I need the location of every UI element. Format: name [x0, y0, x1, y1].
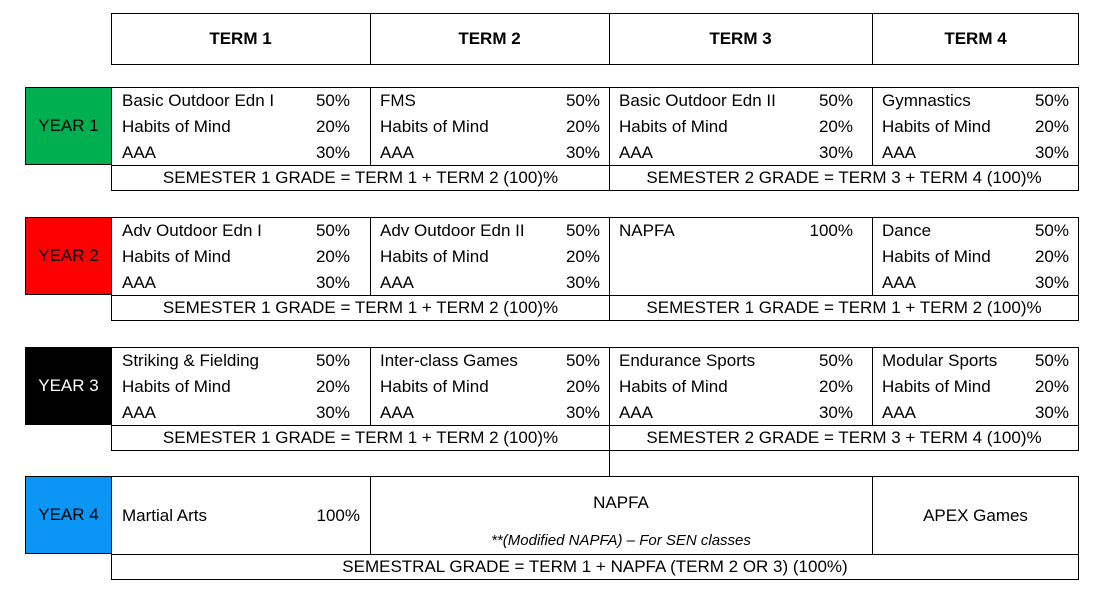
year-1-term-4-percent: 50%	[1034, 91, 1069, 110]
year-2-semester-2-grade: SEMESTER 1 GRADE = TERM 1 + TERM 2 (100)%	[609, 295, 1079, 321]
year-1-term-1-subject: AAA	[122, 143, 157, 162]
year-1-term-1-percent: 30%	[315, 143, 350, 162]
year-3-term-3-subject: AAA	[619, 403, 654, 422]
year-3-term-4-subject: Habits of Mind	[882, 377, 991, 396]
year-2-term-4-percent: 50%	[1034, 221, 1069, 240]
year-2-term-1-subject: Habits of Mind	[122, 247, 231, 266]
year-2-term-3-subject: NAPFA	[619, 221, 675, 240]
year-3-col-divider	[609, 347, 610, 426]
year-3-term-3-percent: 50%	[818, 351, 853, 370]
year-3-col-divider	[872, 347, 873, 426]
year-1-col-divider	[872, 87, 873, 166]
year-3-term-3-subject: Endurance Sports	[619, 351, 756, 370]
year-2-term-2-percent: 50%	[565, 221, 600, 240]
year-1-term-4-percent: 30%	[1034, 143, 1069, 162]
year-2-term-2-subject: Habits of Mind	[380, 247, 489, 266]
year-2-term-1-percent: 50%	[315, 221, 350, 240]
year-3-term-1-percent: 50%	[315, 351, 350, 370]
year-3-term-4-percent: 20%	[1034, 377, 1069, 396]
year-4-napfa: NAPFA	[593, 493, 649, 512]
year-4-semestral-grade: SEMESTRAL GRADE = TERM 1 + NAPFA (TERM 2 OR 3) (100%)	[111, 554, 1079, 580]
year-3-term-2-subject: Inter-class Games	[380, 351, 518, 370]
year-1-term-3-percent: 20%	[818, 117, 853, 136]
year-2-term-2-subject: Adv Outdoor Edn II	[380, 221, 525, 240]
year-3-term-4-percent: 50%	[1034, 351, 1069, 370]
term-2-header: TERM 2	[458, 29, 521, 48]
year-4-label: YEAR 4	[25, 476, 112, 554]
year-1-term-4-subject: AAA	[882, 143, 917, 162]
year-1-col-divider	[609, 87, 610, 166]
year-1-term-3-subject: Habits of Mind	[619, 117, 728, 136]
year-3-term-1-subject: AAA	[122, 403, 157, 422]
year-4-term-1-percent: 100%	[316, 506, 360, 525]
year-3-semester-2-grade: SEMESTER 2 GRADE = TERM 3 + TERM 4 (100)%	[609, 425, 1079, 451]
year-1-term-4-percent: 20%	[1034, 117, 1069, 136]
year-1-semester-2-grade: SEMESTER 2 GRADE = TERM 3 + TERM 4 (100)%	[609, 165, 1079, 191]
year-3-semester-1-grade: SEMESTER 1 GRADE = TERM 1 + TERM 2 (100)%	[111, 425, 610, 451]
year-2-col-divider	[609, 217, 610, 296]
year-4-term-4: APEX Games	[923, 505, 1028, 525]
year-2-term-1-percent: 20%	[315, 247, 350, 266]
year-4-term-1-subject: Martial Arts	[122, 506, 208, 525]
year-3-term-3-percent: 20%	[818, 377, 853, 396]
year-2-semester-1-grade: SEMESTER 1 GRADE = TERM 1 + TERM 2 (100)%	[111, 295, 610, 321]
year-1-col-divider	[370, 87, 371, 166]
year-3-term-1-subject: Habits of Mind	[122, 377, 231, 396]
year-1-term-1-subject: Habits of Mind	[122, 117, 231, 136]
year-1-term-1-percent: 20%	[315, 117, 350, 136]
year-1-term-2-percent: 20%	[565, 117, 600, 136]
term-3-header: TERM 3	[709, 29, 772, 48]
year-1-term-3-subject: AAA	[619, 143, 654, 162]
year-3-col-divider	[370, 347, 371, 426]
year-2-term-2-percent: 30%	[565, 273, 600, 292]
year-1-term-1-subject: Basic Outdoor Edn I	[122, 91, 275, 110]
year-3-term-2-subject: AAA	[380, 403, 415, 422]
year-3-term-3-percent: 30%	[818, 403, 853, 422]
year-1-label: YEAR 1	[25, 87, 112, 165]
year-3-term-2-percent: 20%	[565, 377, 600, 396]
year-2-term-1-subject: Adv Outdoor Edn I	[122, 221, 262, 240]
year-2-term-4-subject: Habits of Mind	[882, 247, 991, 266]
year-3-term-2-subject: Habits of Mind	[380, 377, 489, 396]
year-1-term-2-subject: FMS	[380, 91, 416, 110]
year-1-semester-1-grade: SEMESTER 1 GRADE = TERM 1 + TERM 2 (100)%	[111, 165, 610, 191]
year-1-term-3-subject: Basic Outdoor Edn II	[619, 91, 776, 110]
year-2-term-4-percent: 20%	[1034, 247, 1069, 266]
year-2-term-4-subject: AAA	[882, 273, 917, 292]
year-3-term-1-percent: 20%	[315, 377, 350, 396]
year-1-term-2-subject: Habits of Mind	[380, 117, 489, 136]
year-1-term-2-percent: 30%	[565, 143, 600, 162]
year-1-term-4-subject: Gymnastics	[882, 91, 971, 110]
year-2-term-1-subject: AAA	[122, 273, 157, 292]
year-2-term-1-percent: 30%	[315, 273, 350, 292]
year-3-label: YEAR 3	[25, 347, 112, 425]
year-3-term-4-subject: Modular Sports	[882, 351, 998, 370]
year-1-term-2-percent: 50%	[565, 91, 600, 110]
year-2-label: YEAR 2	[25, 217, 112, 295]
year-3-term-2-percent: 50%	[565, 351, 600, 370]
year-2-col-divider	[370, 217, 371, 296]
term-1-header: TERM 1	[209, 29, 272, 48]
year-3-term-2-percent: 30%	[565, 403, 600, 422]
year-2-term-2-subject: AAA	[380, 273, 415, 292]
term-4-header: TERM 4	[944, 29, 1007, 48]
year-3-term-4-subject: AAA	[882, 403, 917, 422]
year-2-term-2-percent: 20%	[565, 247, 600, 266]
year-3-term-4-percent: 30%	[1034, 403, 1069, 422]
year-4-napfa-note: **(Modified NAPFA) – For SEN classes	[491, 531, 751, 549]
year-3-term-1-subject: Striking & Fielding	[122, 351, 260, 370]
year-2-term-4-subject: Dance	[882, 221, 932, 240]
year-1-term-4-subject: Habits of Mind	[882, 117, 991, 136]
year-3-term-1-percent: 30%	[315, 403, 350, 422]
year-2-col-divider	[872, 217, 873, 296]
year-1-term-2-subject: AAA	[380, 143, 415, 162]
year-1-term-1-percent: 50%	[315, 91, 350, 110]
year-3-term-3-subject: Habits of Mind	[619, 377, 728, 396]
year-1-term-3-percent: 30%	[818, 143, 853, 162]
year-2-term-4-percent: 30%	[1034, 273, 1069, 292]
year-2-term-3-percent: 100%	[809, 221, 853, 240]
year-1-term-3-percent: 50%	[818, 91, 853, 110]
